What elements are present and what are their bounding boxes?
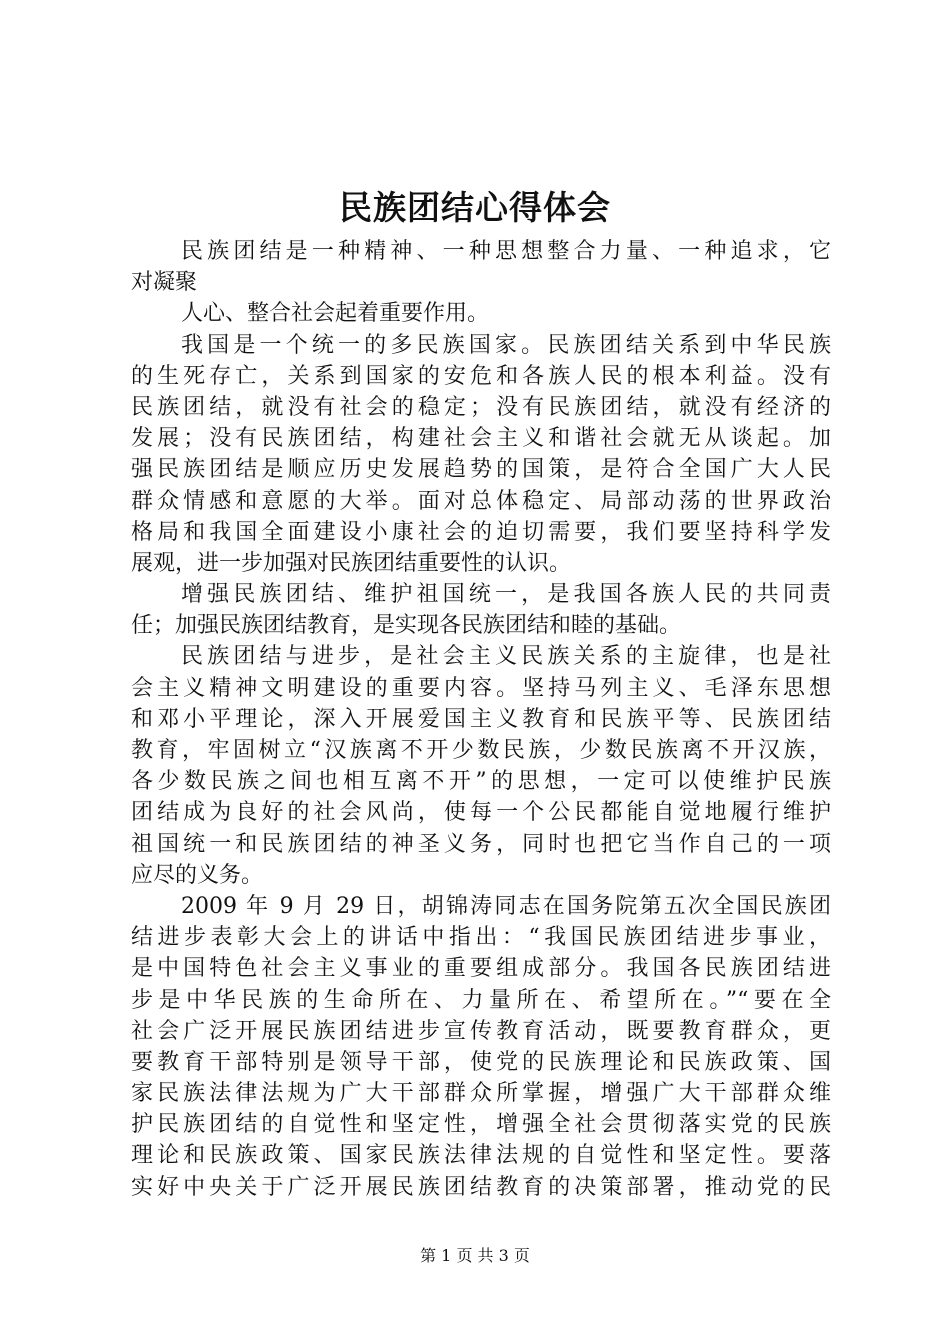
text-line: 发展；没有民族团结，构建社会主义和谐社会就无从谈起。加 — [131, 426, 831, 452]
text-line: 人心、整合社会起着重要作用。 — [181, 301, 490, 327]
text-line: 民族团结与进步，是社会主义民族关系的主旋律，也是社 — [181, 644, 831, 670]
text-line: 强民族团结是顺应历史发展趋势的国策，是符合全国广大人民 — [131, 457, 831, 483]
page-title: 民族团结心得体会 — [339, 188, 611, 227]
text-line: 社会广泛开展民族团结进步宣传教育活动，既要教育群众，更 — [131, 1018, 831, 1044]
text-line: 是中国特色社会主义事业的重要组成部分。我国各民族团结进 — [131, 956, 831, 982]
text-line: 民族团结是一种精神、一种思想整合力量、一种追求，它 — [181, 239, 831, 264]
text-line: 护民族团结的自觉性和坚定性，增强全社会贯彻落实党的民族 — [131, 1112, 831, 1138]
text-line: 我国是一个统一的多民族国家。民族团结关系到中华民族 — [181, 332, 831, 358]
text-line: 格局和我国全面建设小康社会的迫切需要，我们要坚持科学发 — [131, 519, 831, 545]
text-line: 祖国统一和民族团结的神圣义务，同时也把它当作自己的一项 — [131, 831, 831, 857]
text-line: 要教育干部特别是领导干部，使党的民族理论和民族政策、国 — [131, 1049, 831, 1075]
body-text — [131, 236, 831, 1203]
text-line: 家民族法律法规为广大干部群众所掌握，增强广大干部群众维 — [131, 1081, 831, 1107]
text-line: 展观，进一步加强对民族团结重要性的认识。 — [131, 550, 572, 576]
text-line: 教育，牢固树立“汉族离不开少数民族，少数民族离不开汉族， — [131, 738, 831, 763]
text-line: 各少数民族之间也相互离不开”的思想，一定可以使维护民族 — [131, 769, 831, 795]
text-line: 的生死存亡，关系到国家的安危和各族人民的根本利益。没有 — [131, 363, 831, 389]
text-line: 民族团结，就没有社会的稳定；没有民族团结，就没有经济的 — [131, 394, 831, 420]
text-line: 会主义精神文明建设的重要内容。坚持马列主义、毛泽东思想 — [131, 675, 831, 701]
text-line: 实好中央关于广泛开展民族团结教育的决策部署，推动党的民 — [131, 1174, 831, 1200]
text-line: 任；加强民族团结教育，是实现各民族团结和睦的基础。 — [131, 613, 682, 639]
text-line: 理论和民族政策、国家民族法律法规的自觉性和坚定性。要落 — [131, 1143, 831, 1169]
text-line: 群众情感和意愿的大举。面对总体稳定、局部动荡的世界政治 — [131, 488, 831, 514]
page-indicator: 第 1 页 共 3 页 — [420, 1246, 530, 1265]
text-line: 团结成为良好的社会风尚，使每一个公民都能自觉地履行维护 — [131, 800, 831, 826]
text-line: 应尽的义务。 — [131, 862, 264, 888]
text-line: 步是中华民族的生命所在、力量所在、希望所在。”“要在全 — [131, 987, 831, 1013]
text-line: 2009 年 9 月 29 日，胡锦涛同志在国务院第五次全国民族团 — [181, 893, 831, 919]
text-line: 结进步表彰大会上的讲话中指出：“我国民族团结进步事业， — [131, 925, 831, 951]
text-line: 增强民族团结、维护祖国统一，是我国各族人民的共同责 — [181, 582, 831, 608]
text-line: 和邓小平理论，深入开展爱国主义教育和民族平等、民族团结 — [131, 706, 831, 732]
text-line: 对凝聚 — [131, 270, 198, 296]
